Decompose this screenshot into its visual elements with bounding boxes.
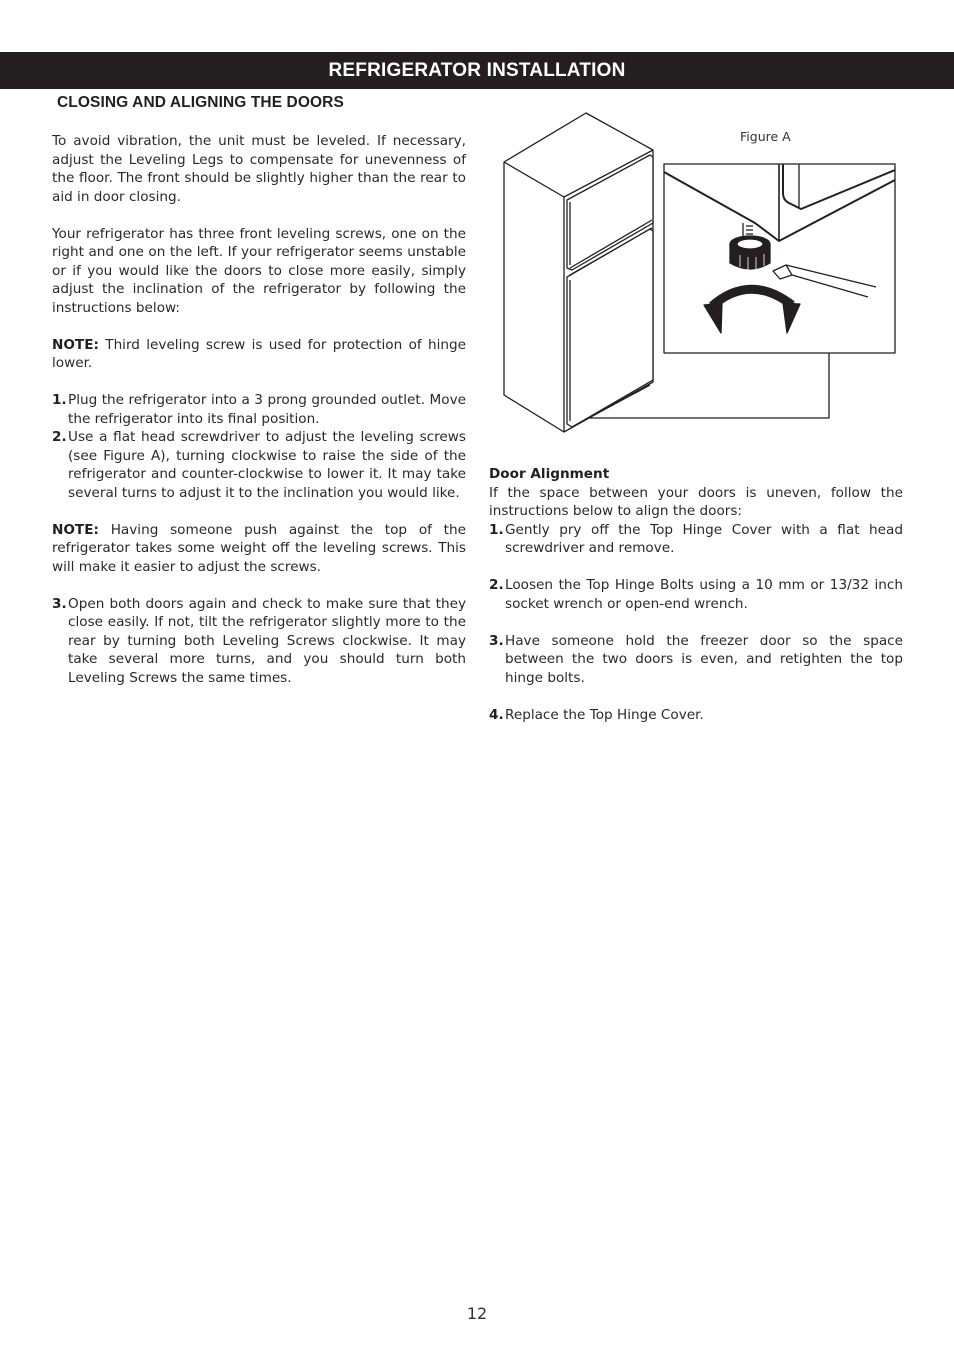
refrigerator-leveling-diagram-icon [490, 105, 910, 445]
page-header-bar [0, 52, 954, 89]
note-label: NOTE: [52, 521, 99, 538]
alignment-step-4 [489, 706, 903, 725]
note-label: NOTE: [52, 336, 99, 353]
step-text: Use a flat head screwdriver to adjust the leveling screws (see Figure A), turning clockwise to raise the side of the refrigerator and counter-clockwise to lower it. It may take several turns to adjust it to the inclination you would like. [68, 429, 466, 501]
step-number: 2. [52, 429, 67, 445]
intro-paragraph: To avoid vibration, the unit must be leveled. If necessary, adjust the Leveling Legs to compensate for unevenness of the floor. The front should be slightly higher than the rear to aid in door closing. [52, 133, 466, 205]
section-title: CLOSING AND ALIGNING THE DOORS [57, 94, 344, 111]
step-number: 1. [52, 392, 67, 408]
step-number: 2. [489, 577, 504, 593]
page-header-title: REFRIGERATOR INSTALLATION [328, 59, 626, 81]
step-text: Plug the refrigerator into a 3 prong grounded outlet. Move the refrigerator into its final position. [68, 392, 466, 427]
right-column [489, 465, 903, 724]
step-number: 3. [52, 595, 67, 612]
alignment-step-3 [489, 632, 903, 688]
door-alignment-intro: If the space between your doors is uneven, follow the instructions below to align the doors: [489, 484, 903, 519]
note-text: Third leveling screw is used for protection of hinge lower. [52, 336, 466, 371]
screws-paragraph: Your refrigerator has three front leveling screws, one on the right and one on the left. If your refrigerator seems unstable or if you would like the doors to close more easily, simply adjust the inclination of the refrigerator by following the instructions below: [52, 225, 466, 316]
door-alignment-heading: Door Alignment [489, 466, 610, 482]
step-text: Gently pry off the Top Hinge Cover with a flat head screwdriver and remove. [505, 521, 903, 556]
alignment-step-1 [489, 521, 903, 558]
step-text: Have someone hold the freezer door so the space between the two doors is even, and retighten the top hinge bolts. [505, 632, 903, 686]
note-text: Having someone push against the top of the refrigerator takes some weight off the leveling screws. This will make it easier to adjust the screws. [52, 521, 466, 575]
step-number: 4. [489, 706, 504, 723]
left-column [52, 132, 466, 687]
leveling-step-2 [52, 428, 466, 502]
figure-a-illustration [490, 105, 910, 445]
step-text: Replace the Top Hinge Cover. [505, 706, 704, 723]
step-text: Loosen the Top Hinge Bolts using a 10 mm or 13/32 inch socket wrench or open-end wrench. [505, 577, 903, 612]
alignment-step-2 [489, 576, 903, 613]
leveling-step-3 [52, 595, 466, 688]
step-text: Open both doors again and check to make sure that they close easily. If not, tilt the refrigerator slightly more to the rear by turning both Leveling Screws clockwise. It may take several more turns, and you should turn both Leveling Screws the same times. [68, 595, 466, 686]
note-hinge [52, 336, 466, 373]
note-push [52, 521, 466, 577]
page-number: 12 [466, 1304, 488, 1323]
leveling-step-1 [52, 391, 466, 428]
figure-a-label: Figure A [740, 129, 791, 144]
step-number: 3. [489, 632, 504, 649]
step-number: 1. [489, 521, 504, 538]
